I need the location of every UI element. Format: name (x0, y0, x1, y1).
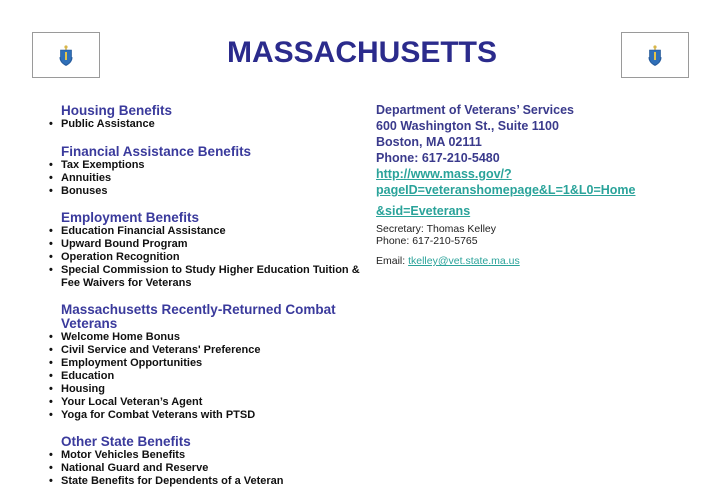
bullet-icon: • (49, 383, 53, 395)
section-other-state-benefits (49, 435, 369, 488)
secretary-block (376, 223, 676, 247)
bullet-icon: • (49, 251, 53, 263)
address-line-1: 600 Washington St., Suite 1100 (376, 119, 559, 133)
benefits-column (49, 104, 369, 496)
list-item: • Annuities (49, 172, 112, 184)
bullet-icon: • (49, 185, 53, 197)
section-heading: Housing Benefits (61, 103, 173, 118)
section-heading: Employment Benefits (61, 210, 200, 225)
department-phone: Phone: 617-210-5480 (376, 151, 500, 165)
department-name: Department of Veterans’ Services (376, 103, 575, 117)
bullet-icon: • (49, 475, 53, 487)
website-link-line-1[interactable]: http://www.mass.gov/? (376, 167, 512, 181)
bullet-icon: • (49, 449, 53, 461)
list-item: • Housing (49, 383, 105, 395)
massachusetts-state-seal-icon (648, 44, 662, 66)
section-heading: Other State Benefits (61, 434, 191, 449)
list-item: • Education Financial Assistance (49, 225, 226, 237)
bullet-icon: • (49, 344, 53, 356)
contact-column (376, 102, 676, 267)
list-item: • National Guard and Reserve (49, 462, 209, 474)
list-item: • Motor Vehicles Benefits (49, 449, 186, 461)
bullet-icon: • (49, 370, 53, 382)
list-item: • Tax Exemptions (49, 159, 145, 171)
section-employment-benefits (49, 211, 369, 290)
section-heading: Massachusetts Recently-Returned Combat Veterans (61, 302, 336, 331)
bullet-icon: • (49, 238, 53, 250)
list-item: • State Benefits for Dependents of a Veteran (49, 475, 284, 487)
secretary-name: Secretary: Thomas Kelley (376, 223, 497, 235)
bullet-icon: • (49, 264, 53, 276)
list-item: • Bonuses (49, 185, 108, 197)
section-financial-assistance-benefits (49, 145, 369, 198)
bullet-icon: • (49, 172, 53, 184)
website-link-line-3[interactable]: &sid=Eveterans (376, 204, 471, 218)
list-item: • Special Commission to Study Higher Education Tuition & Fee Waivers for Veterans (49, 264, 360, 289)
bullet-icon: • (49, 357, 53, 369)
email-row (376, 255, 676, 267)
section-heading: Financial Assistance Benefits (61, 144, 252, 159)
bullet-icon: • (49, 331, 53, 343)
bullet-icon: • (49, 462, 53, 474)
page-title: MASSACHUSETTS (226, 36, 497, 69)
section-housing-benefits (49, 104, 369, 131)
email-label: Email: (376, 255, 409, 267)
list-item: • Welcome Home Bonus (49, 331, 180, 343)
section-recently-returned-combat-veterans (49, 303, 369, 422)
email-link[interactable]: tkelley@vet.state.ma.us (408, 255, 520, 267)
list-item: • Education (49, 370, 115, 382)
list-item: • Employment Opportunities (49, 357, 203, 369)
list-item: • Your Local Veteran’s Agent (49, 396, 203, 408)
flag-right (621, 32, 689, 78)
list-item: • Public Assistance (49, 118, 155, 130)
bullet-icon: • (49, 118, 53, 130)
address-line-2: Boston, MA 02111 (376, 135, 482, 149)
list-item: • Yoga for Combat Veterans with PTSD (49, 409, 256, 421)
bullet-icon: • (49, 396, 53, 408)
bullet-icon: • (49, 225, 53, 237)
bullet-icon: • (49, 409, 53, 421)
list-item: • Civil Service and Veterans' Preference (49, 344, 261, 356)
list-item: • Upward Bound Program (49, 238, 188, 250)
website-link-line-2[interactable]: pageID=veteranshomepage&L=1&L0=Home (376, 183, 636, 197)
list-item: • Operation Recognition (49, 251, 180, 263)
bullet-icon: • (49, 159, 53, 171)
secretary-phone: Phone: 617-210-5765 (376, 235, 478, 247)
